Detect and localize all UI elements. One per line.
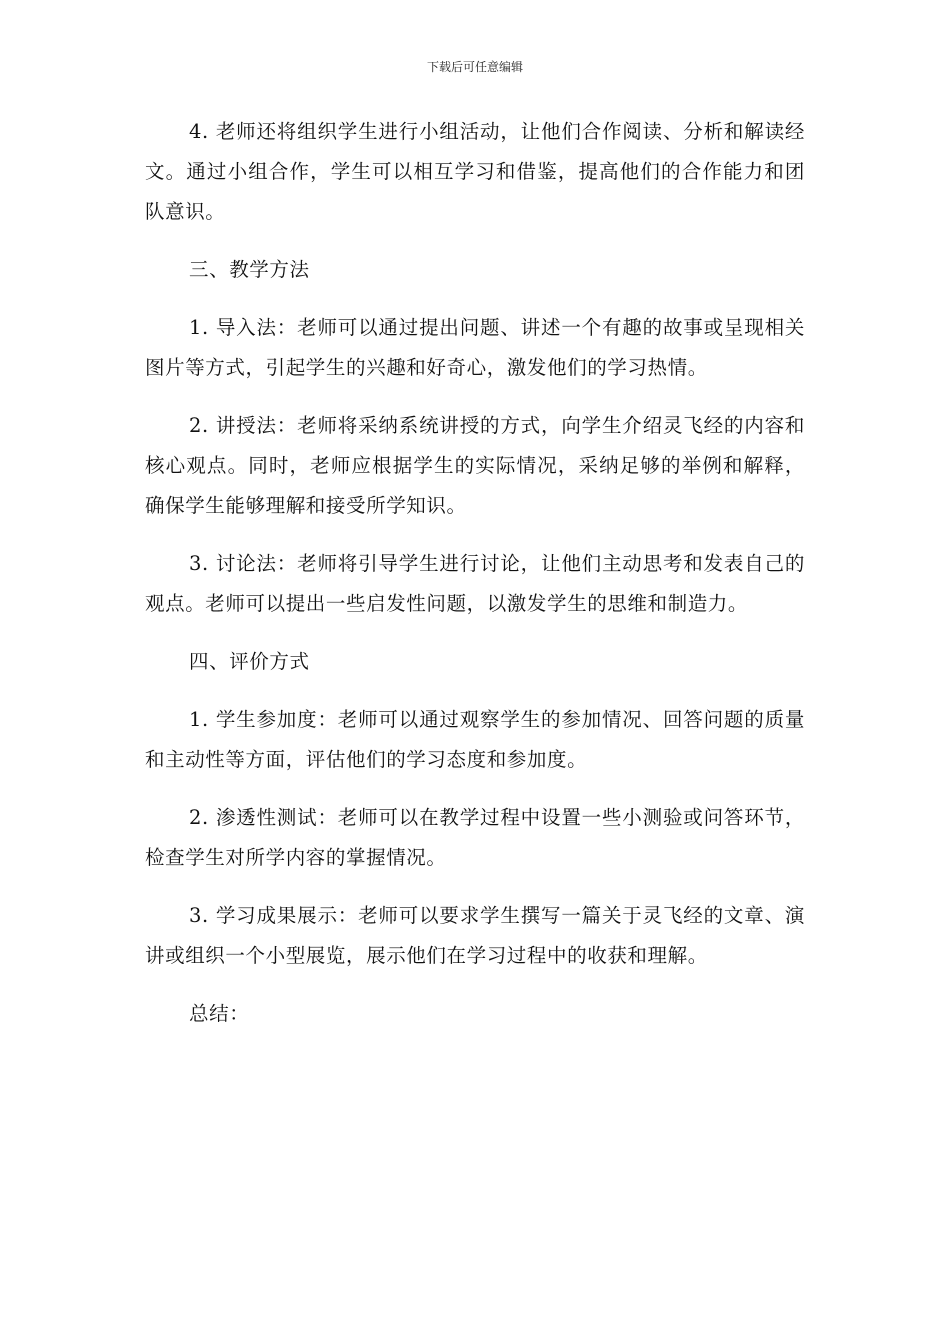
paragraph-introduction-method: 1. 导入法：老师可以通过提出问题、讲述一个有趣的故事或呈现相关图片等方式，引起学生的兴趣和好奇心，激发他们的学习热情。 (145, 316, 805, 379)
summary-heading: 总结： (189, 1002, 250, 1025)
document-body (145, 112, 805, 1052)
paragraph-discussion-method: 3. 讨论法：老师将引导学生进行讨论，让他们主动思考和发表自己的观点。老师可以提出一些启发性问题，以激发学生的思维和制造力。 (145, 552, 805, 615)
paragraph-results-showcase: 3. 学习成果展示：老师可以要求学生撰写一篇关于灵飞经的文章、演讲或组织一个小型展览，展示他们在学习过程中的收获和理解。 (145, 904, 805, 967)
paragraph-testing: 2. 渗透性测试：老师可以在教学过程中设置一些小测验或问答环节，检查学生对所学内容的掌握情况。 (145, 806, 805, 869)
section-heading-evaluation: 四、评价方式 (189, 650, 310, 673)
paragraph-participation: 1. 学生参加度：老师可以通过观察学生的参加情况、回答问题的质量和主动性等方面，评估他们的学习态度和参加度。 (145, 708, 805, 771)
page-header: 下载后可任意编辑 (426, 60, 523, 74)
paragraph-lecture-method: 2. 讲授法：老师将采纳系统讲授的方式，向学生介绍灵飞经的内容和核心观点。同时，老师应根据学生的实际情况，采纳足够的举例和解释，确保学生能够理解和接受所学知识。 (145, 414, 805, 517)
section-heading-teaching-methods: 三、教学方法 (189, 258, 310, 281)
paragraph-group-activity: 4. 老师还将组织学生进行小组活动，让他们合作阅读、分析和解读经文。通过小组合作，学生可以相互学习和借鉴，提高他们的合作能力和团队意识。 (145, 120, 805, 223)
